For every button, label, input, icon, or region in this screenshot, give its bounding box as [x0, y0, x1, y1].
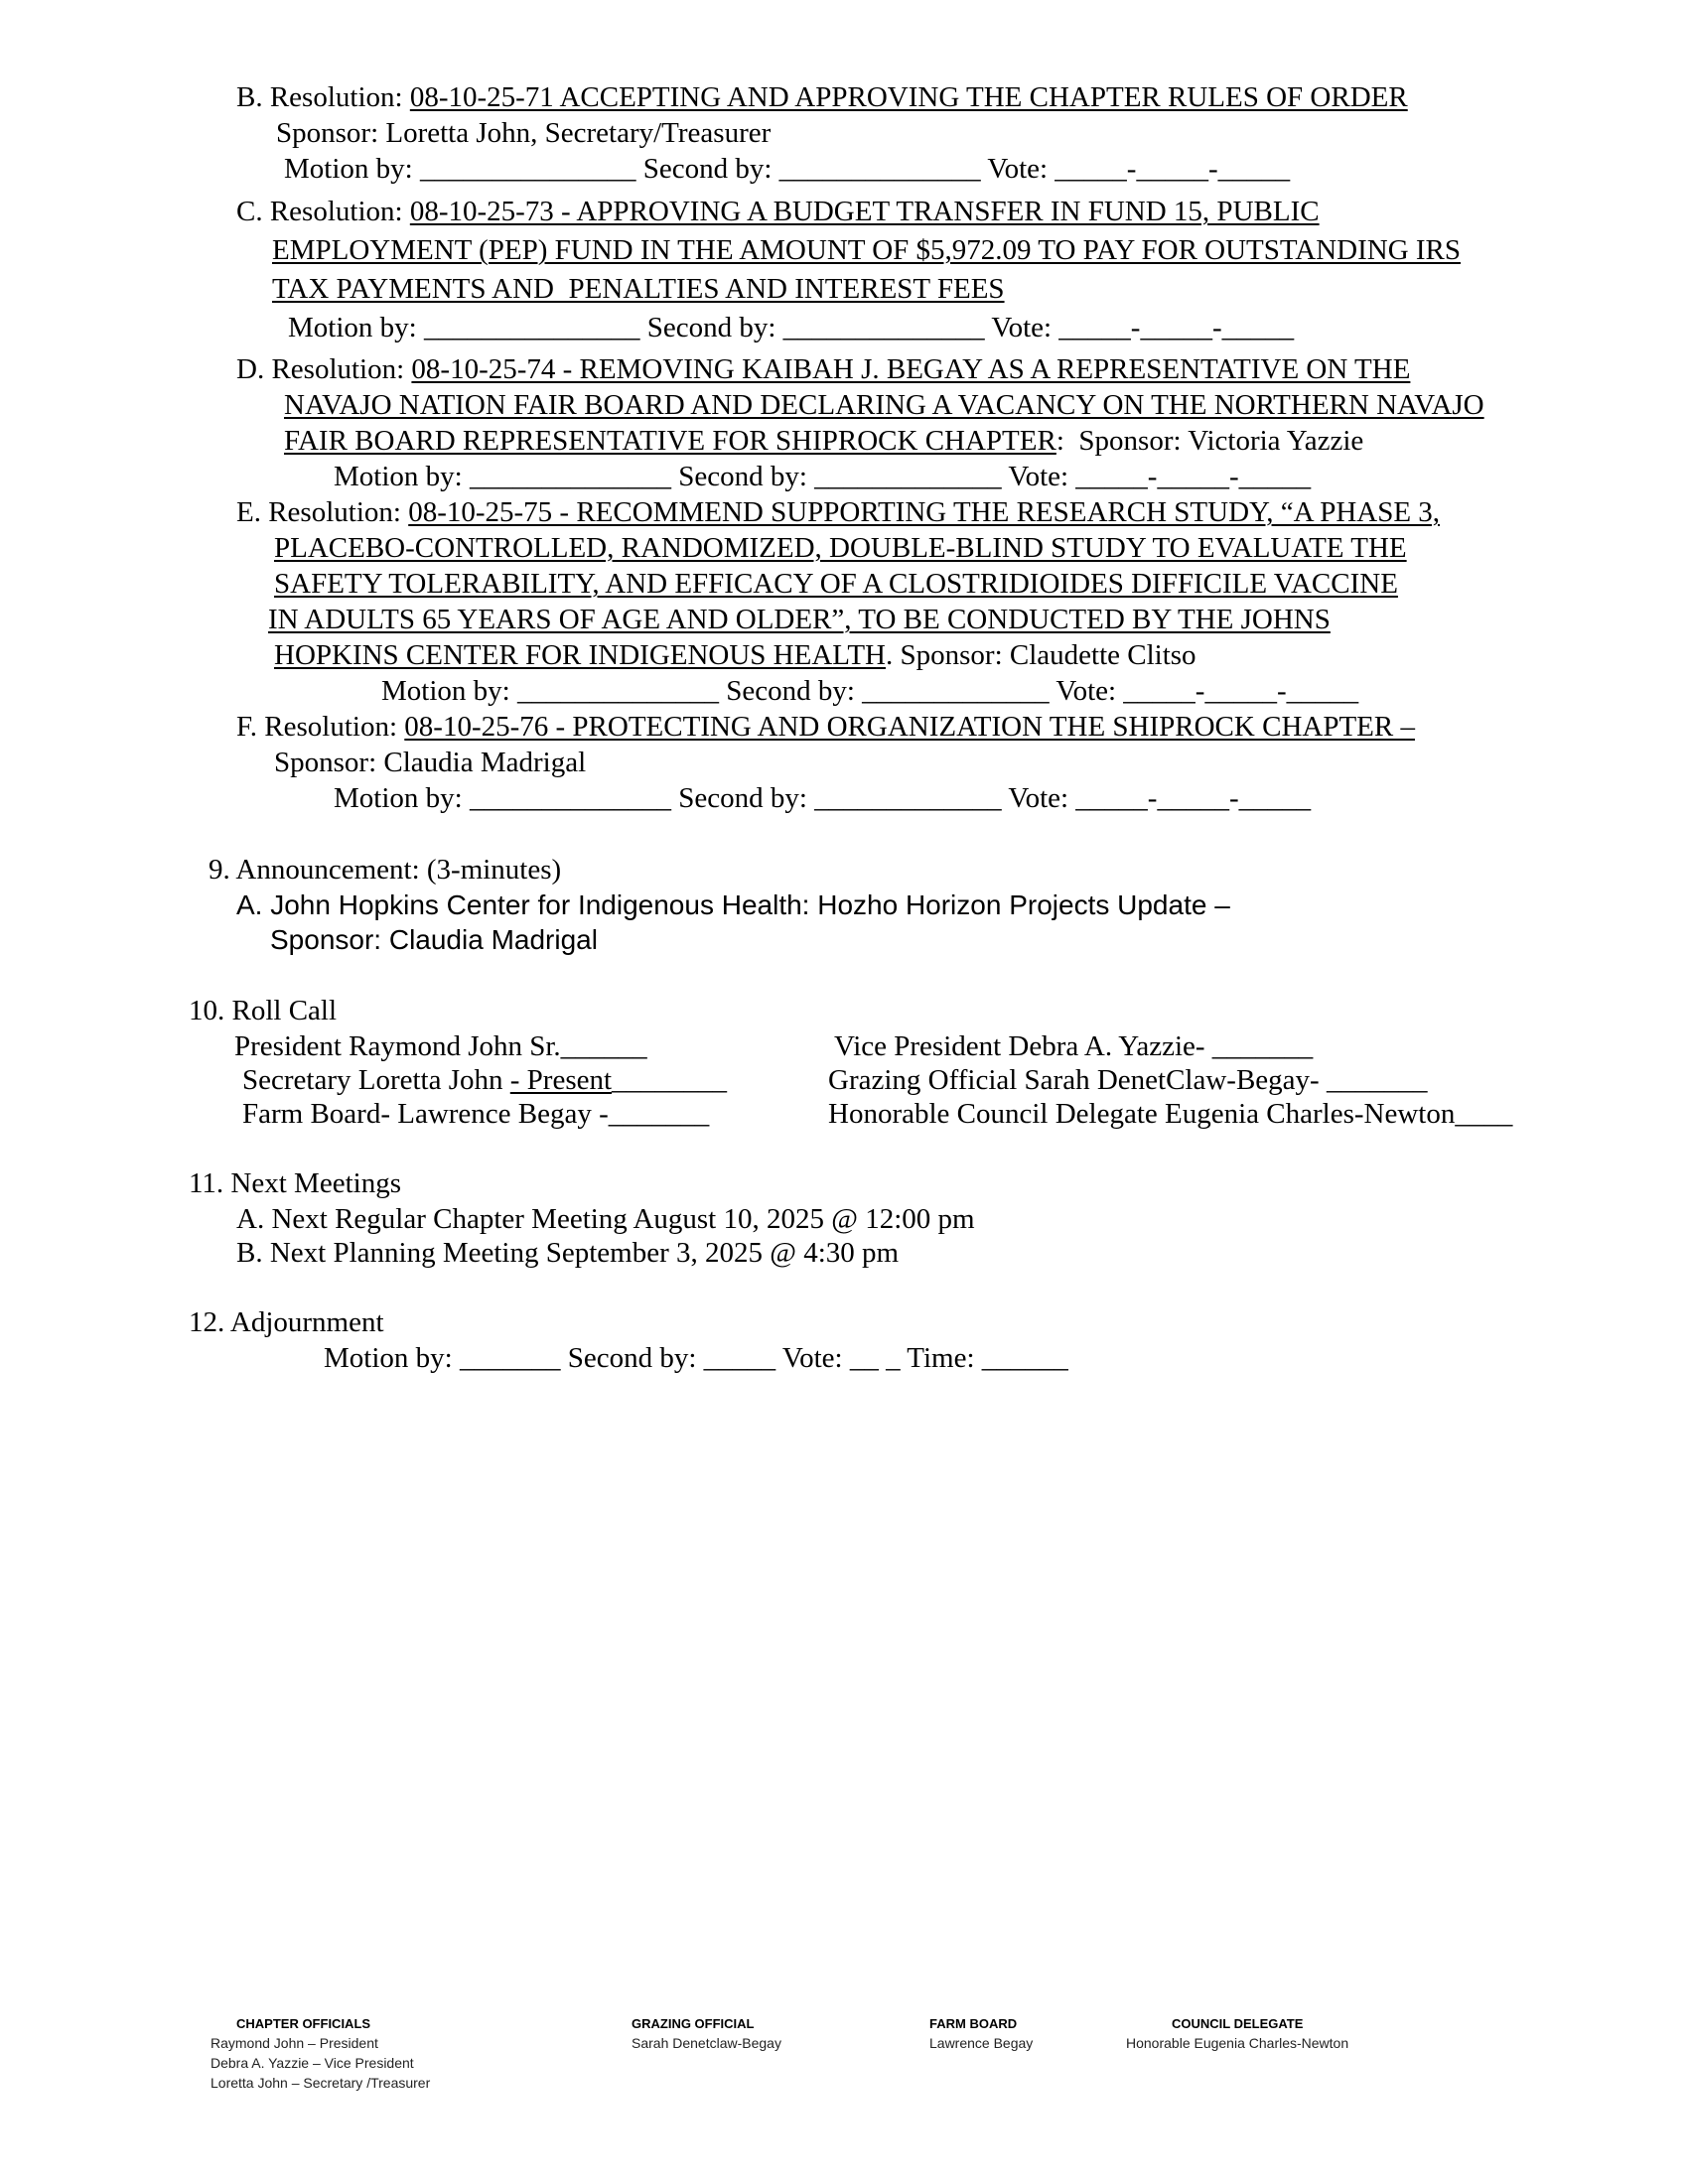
- adjournment-motion-line: Motion by: _______ Second by: _____ Vote: __ _ Time: ______: [324, 1342, 1068, 1374]
- footer-chapter-official-1: Raymond John – President: [211, 2035, 378, 2051]
- resolution-e-title-3: SAFETY TOLERABILITY, AND EFFICACY OF A CLOSTRIDIOIDES DIFFICILE VACCINE: [274, 568, 1398, 600]
- resolution-f-sponsor: Sponsor: Claudia Madrigal: [274, 747, 587, 778]
- resolution-c: C. Resolution: 08-10-25-73 - APPROVING A BUDGET TRANSFER IN FUND 15, PUBLIC: [236, 196, 1320, 227]
- resolution-d-title-1: 08-10-25-74 - REMOVING KAIBAH J. BEGAY AS A REPRESENTATIVE ON THE: [411, 353, 1411, 385]
- footer-council-name: Honorable Eugenia Charles-Newton: [1126, 2035, 1349, 2051]
- roll-call-heading: 10. Roll Call: [189, 995, 338, 1026]
- roll-call-farm-board: Farm Board- Lawrence Begay -_______: [242, 1098, 710, 1130]
- resolution-e-sponsor: . Sponsor: Claudette Clitso: [886, 639, 1196, 671]
- resolution-e-title-2: PLACEBO-CONTROLLED, RANDOMIZED, DOUBLE-BLIND STUDY TO EVALUATE THE: [274, 532, 1407, 564]
- resolution-e-title-5-line: [274, 637, 1196, 673]
- roll-call-president: President Raymond John Sr.______: [234, 1030, 647, 1062]
- resolution-f: F. Resolution: 08-10-25-76 - PROTECTING AND ORGANIZATION THE SHIPROCK CHAPTER –: [236, 711, 1415, 743]
- resolution-b-motion-line: Motion by: _______________ Second by: ______________ Vote: _____-_____-_____: [284, 153, 1291, 185]
- resolution-e-motion-line: Motion by: ______________ Second by: _____________ Vote: _____-_____-_____: [381, 675, 1359, 707]
- roll-call-council-delegate: Honorable Council Delegate Eugenia Charles-Newton____: [828, 1098, 1513, 1130]
- next-meetings-heading: 11. Next Meetings: [189, 1167, 401, 1199]
- footer-grazing-name: Sarah Denetclaw-Begay: [632, 2035, 781, 2051]
- resolution-c-motion-line: Motion by: _______________ Second by: ______________ Vote: _____-_____-_____: [288, 312, 1295, 343]
- announcement-sponsor: Sponsor: Claudia Madrigal: [270, 924, 598, 955]
- resolution-b-sponsor: Sponsor: Loretta John, Secretary/Treasurer: [276, 117, 772, 149]
- resolution-d-motion-line: Motion by: ______________ Second by: _____________ Vote: _____-_____-_____: [334, 461, 1312, 492]
- resolution-d: D. Resolution: 08-10-25-74 - REMOVING KAIBAH J. BEGAY AS A REPRESENTATIVE ON THE: [236, 353, 1411, 385]
- resolution-c-title-3: TAX PAYMENTS AND PENALTIES AND INTEREST FEES: [272, 273, 1005, 305]
- resolution-d-title-3: FAIR BOARD REPRESENTATIVE FOR SHIPROCK CHAPTER: [284, 425, 1056, 457]
- footer-council-heading: COUNCIL DELEGATE: [1172, 2016, 1304, 2031]
- resolution-d-title-3-line: [284, 423, 1363, 459]
- resolution-c-title-2: EMPLOYMENT (PEP) FUND IN THE AMOUNT OF $5,972.09 TO PAY FOR OUTSTANDING IRS: [272, 234, 1462, 266]
- resolution-e-title-5: HOPKINS CENTER FOR INDIGENOUS HEALTH: [274, 639, 886, 671]
- footer-farm-heading: FARM BOARD: [929, 2016, 1018, 2031]
- secretary-status: - Present: [509, 1064, 613, 1096]
- resolution-d-sponsor: : Sponsor: Victoria Yazzie: [1055, 425, 1364, 457]
- resolution-e: E. Resolution: 08-10-25-75 - RECOMMEND SUPPORTING THE RESEARCH STUDY, “A PHASE 3,: [236, 496, 1441, 528]
- resolution-b-title: 08-10-25-71 ACCEPTING AND APPROVING THE CHAPTER RULES OF ORDER: [409, 81, 1408, 113]
- adjournment-heading: 12. Adjournment: [189, 1306, 384, 1338]
- next-meetings-item-b: B. Next Planning Meeting September 3, 2025 @ 4:30 pm: [236, 1237, 900, 1269]
- footer-grazing-heading: GRAZING OFFICIAL: [632, 2016, 755, 2031]
- resolution-e-title-4: IN ADULTS 65 YEARS OF AGE AND OLDER”, TO BE CONDUCTED BY THE JOHNS: [268, 604, 1331, 635]
- roll-call-grazing-official: Grazing Official Sarah DenetClaw-Begay- _______: [828, 1064, 1428, 1096]
- next-meetings-item-a: A. Next Regular Chapter Meeting August 10, 2025 @ 12:00 pm: [236, 1203, 975, 1235]
- roll-call-vice-president: Vice President Debra A. Yazzie- _______: [834, 1030, 1314, 1062]
- resolution-f-motion-line: Motion by: ______________ Second by: _____________ Vote: _____-_____-_____: [334, 782, 1312, 814]
- resolution-b: B. Resolution: 08-10-25-71 ACCEPTING AND APPROVING THE CHAPTER RULES OF ORDER: [236, 81, 1408, 113]
- announcement-item-a: A. John Hopkins Center for Indigenous Health: Hozho Horizon Projects Update –: [236, 889, 1230, 920]
- resolution-e-title-1: 08-10-25-75 - RECOMMEND SUPPORTING THE RESEARCH STUDY, “A PHASE 3,: [408, 496, 1441, 528]
- footer-chapter-official-3: Loretta John – Secretary /Treasurer: [211, 2075, 431, 2091]
- roll-call-secretary: Secretary Loretta John - Present________: [242, 1064, 728, 1096]
- resolution-c-title-1: 08-10-25-73 - APPROVING A BUDGET TRANSFER IN FUND 15, PUBLIC: [409, 196, 1320, 227]
- footer-farm-name: Lawrence Begay: [929, 2035, 1034, 2051]
- resolution-d-title-2: NAVAJO NATION FAIR BOARD AND DECLARING A VACANCY ON THE NORTHERN NAVAJO: [284, 389, 1484, 421]
- footer-chapter-officials-heading: CHAPTER OFFICIALS: [236, 2016, 371, 2031]
- footer-chapter-official-2: Debra A. Yazzie – Vice President: [211, 2055, 414, 2071]
- resolution-f-title: 08-10-25-76 - PROTECTING AND ORGANIZATION THE SHIPROCK CHAPTER –: [404, 711, 1415, 743]
- announcement-heading: 9. Announcement: (3-minutes): [209, 854, 562, 886]
